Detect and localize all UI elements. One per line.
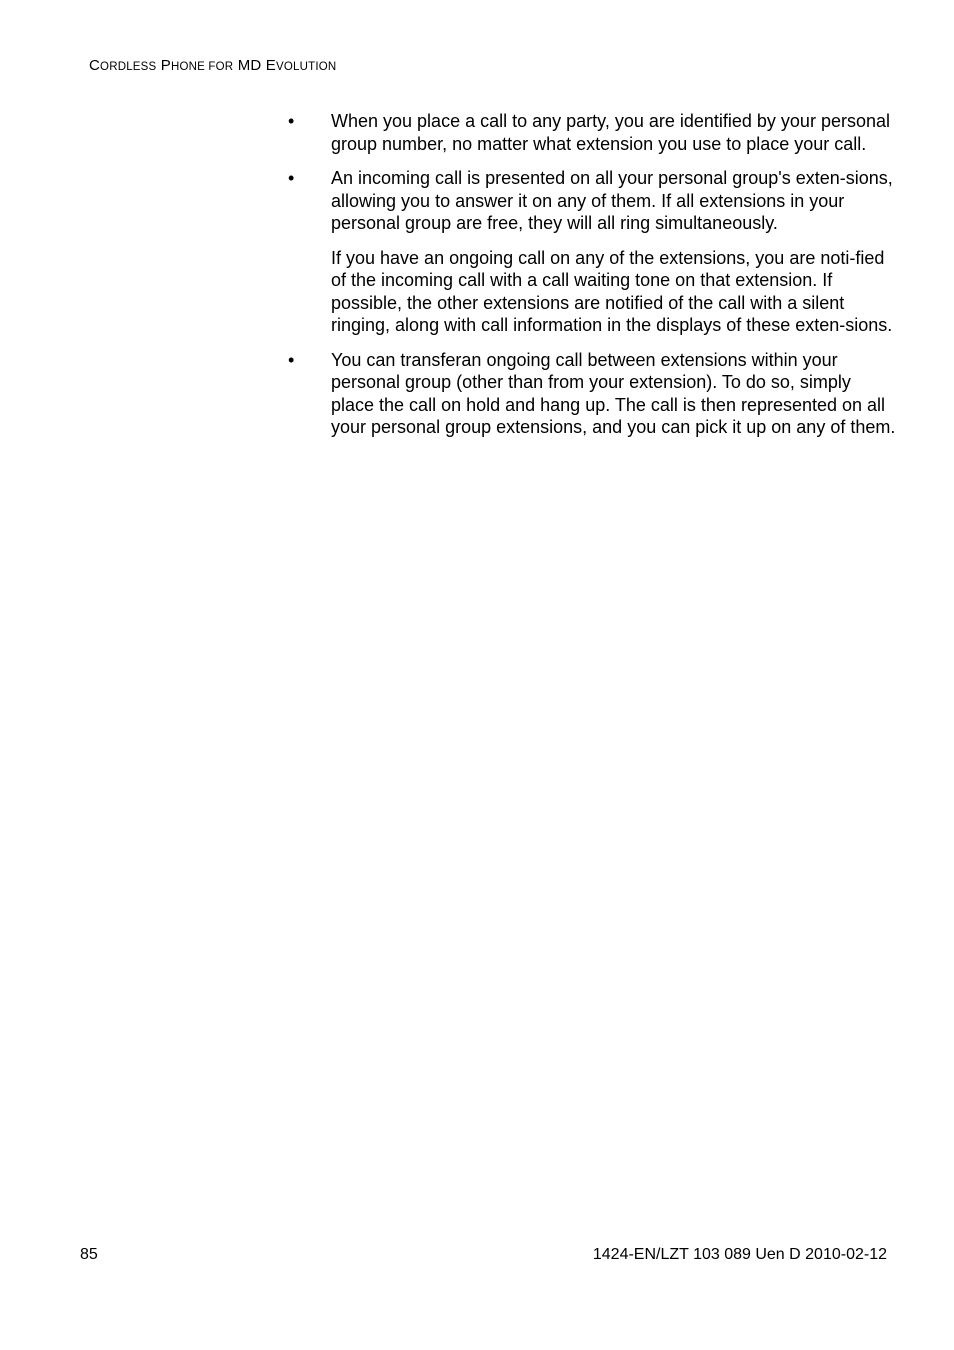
paragraph: An incoming call is presented on all your personal group's exten-sions, allowing you to answer it on any of them. If all extensions in your personal group are free, they will all ring simultaneously. <box>331 168 893 233</box>
bullet-icon: • <box>288 111 295 131</box>
list-item <box>285 110 897 155</box>
paragraph: When you place a call to any party, you are identified by your personal group number, no matter what extension you use to place your call. <box>331 111 890 154</box>
header-word: MD <box>237 57 262 74</box>
running-header <box>89 57 336 74</box>
bullet-icon: • <box>288 168 295 188</box>
bullet-list <box>285 110 897 451</box>
page-number: 85 <box>80 1246 98 1263</box>
header-word: EVOLUTION <box>265 57 337 74</box>
paragraph: You can transferan ongoing call between extensions within your personal group (other than from your extension). To do so, simply place the call on hold and hang up. The call is then represented on all your personal group extensions, and you can pick it up on any of them. <box>331 349 896 437</box>
list-item <box>285 167 897 337</box>
document-reference: 1424-EN/LZT 103 089 Uen D 2010-02-12 <box>592 1246 887 1263</box>
bullet-icon: • <box>288 349 295 370</box>
paragraph: If you have an ongoing call on any of the extensions, you are noti-fied of the incoming call with a call waiting tone on that extension. If possible, the other extensions are notified of the call with a silent ringing, along with call information in the displays of these exten-sions. <box>331 247 893 335</box>
list-item-body <box>331 349 897 439</box>
list-item-body <box>331 110 897 155</box>
header-word: PHONE FOR <box>160 57 234 74</box>
header-word: CORDLESS <box>89 57 157 74</box>
list-item-body <box>331 167 897 337</box>
list-item <box>285 349 897 439</box>
